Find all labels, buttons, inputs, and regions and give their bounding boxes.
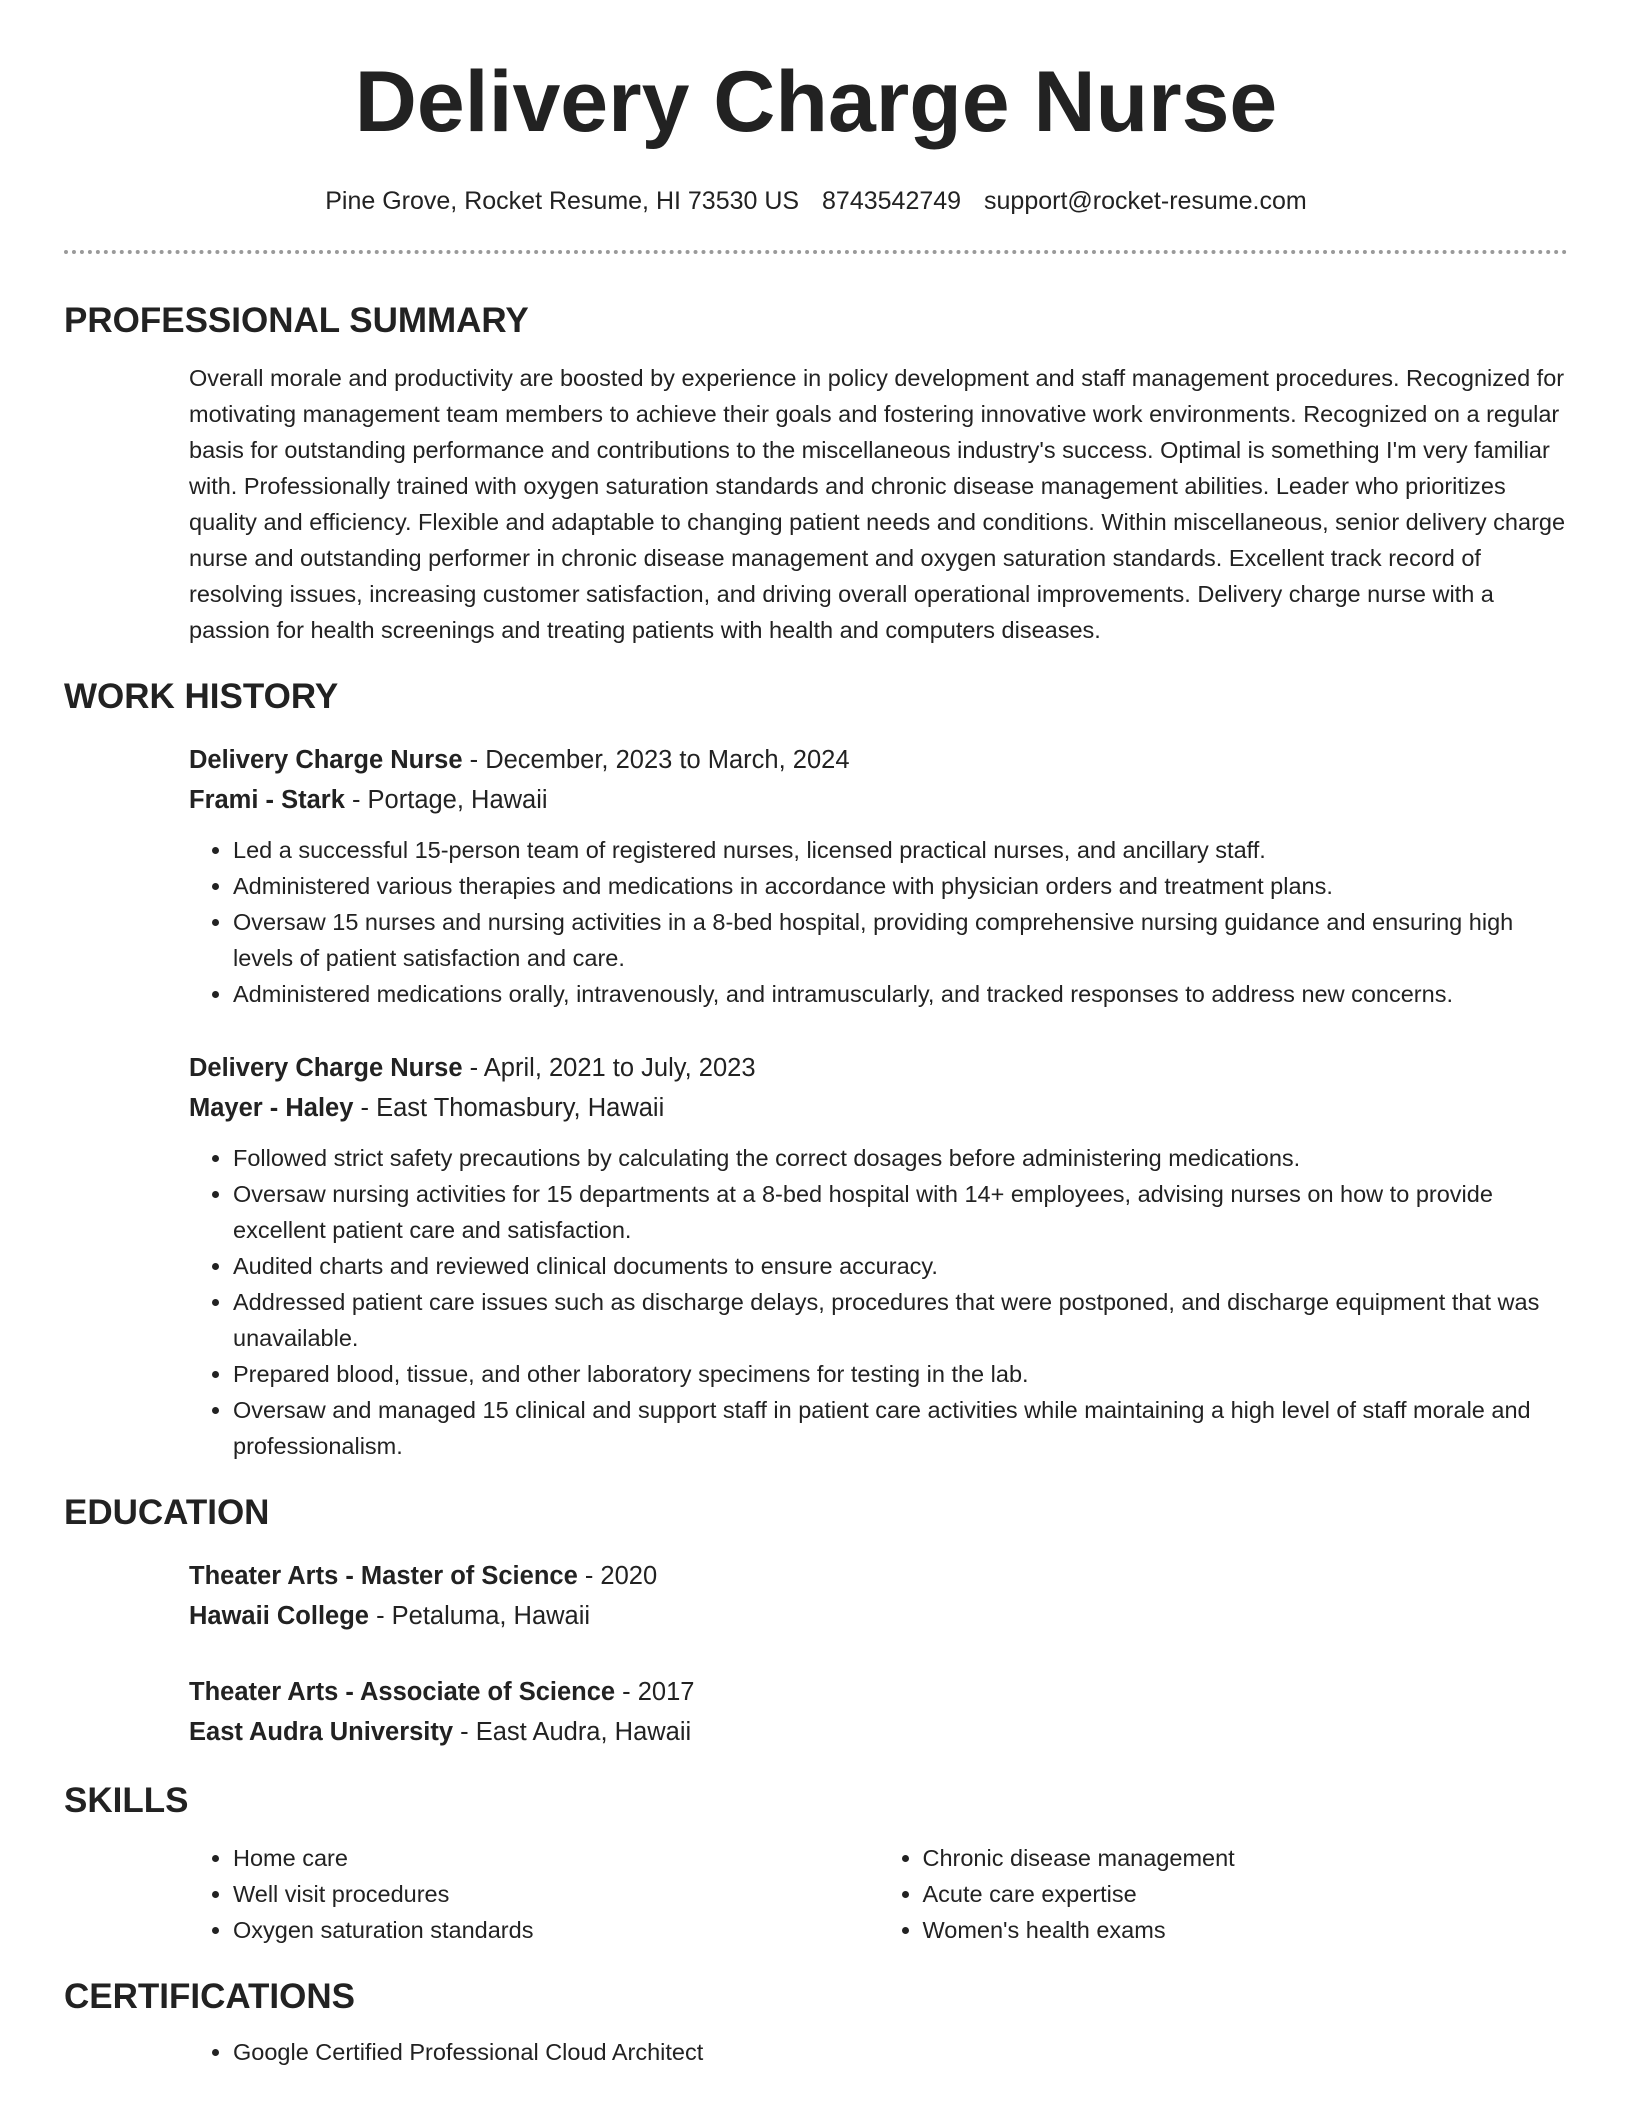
skills-grid	[189, 1840, 1568, 1948]
job-title-line	[189, 1048, 1568, 1088]
job-bullet: • Addressed patient care issues such as discharge delays, procedures that were postponed, and discharge equipment that was unavailable.	[233, 1284, 1568, 1356]
degree-line	[189, 1556, 1568, 1596]
job-bullet: • Administered various therapies and medications in accordance with physician orders and treatment plans.	[233, 868, 1568, 904]
summary-heading: PROFESSIONAL SUMMARY	[64, 301, 529, 340]
contact-email: support@rocket-resume.com	[984, 187, 1307, 215]
job-bullet: • Prepared blood, tissue, and other laboratory specimens for testing in the lab.	[233, 1356, 1568, 1392]
work-history-list	[189, 740, 1568, 1464]
education-entry	[189, 1672, 1568, 1752]
degree-year: - 2020	[577, 1562, 658, 1590]
education-heading: EDUCATION	[64, 1493, 270, 1532]
certifications-section	[64, 1972, 1568, 2070]
contact-phone: 8743542749	[822, 187, 962, 215]
job-bullet: • Administered medications orally, intravenously, and intramuscularly, and tracked responses to address new concerns.	[233, 976, 1568, 1012]
degree-name: Theater Arts - Associate of Science	[189, 1678, 616, 1706]
skills-column-left	[189, 1840, 879, 1948]
job-bullets	[189, 832, 1568, 1012]
degree-year: - 2017	[615, 1678, 695, 1706]
job-dates: - April, 2021 to July, 2023	[462, 1054, 756, 1082]
school-line	[189, 1596, 1568, 1636]
certifications-heading: CERTIFICATIONS	[64, 1977, 356, 2016]
job-bullet: • Oversaw nursing activities for 15 departments at a 8-bed hospital with 14+ employees, advising nurses on how to provide excellent patient care and satisfaction.	[233, 1176, 1568, 1248]
job-company: Frami - Stark	[189, 786, 345, 814]
degree-name: Theater Arts - Master of Science	[189, 1562, 578, 1590]
school-location: - East Audra, Hawaii	[453, 1718, 692, 1746]
job-bullet: • Audited charts and reviewed clinical documents to ensure accuracy.	[233, 1248, 1568, 1284]
job-role: Delivery Charge Nurse	[189, 1054, 463, 1082]
skill-item: • Women's health exams	[923, 1912, 1569, 1948]
school-line	[189, 1712, 1568, 1752]
certification-item: • Google Certified Professional Cloud Architect	[233, 2034, 1568, 2070]
contact-address: Pine Grove, Rocket Resume, HI 73530 US	[325, 187, 800, 215]
job-company-line	[189, 1088, 1568, 1128]
certifications-bullets	[189, 2034, 1568, 2070]
candidate-name: Delivery Charge Nurse	[354, 54, 1278, 150]
job-company-line	[189, 780, 1568, 820]
summary-section	[64, 296, 1568, 648]
skill-item: • Acute care expertise	[923, 1876, 1569, 1912]
job-bullets	[189, 1140, 1568, 1464]
skills-column-right	[879, 1840, 1569, 1948]
summary-text: Overall morale and productivity are boosted by experience in policy development and staff management procedures. Recognized for motivating management team members to achieve their goals and fostering innovative work environments. Recognized on a regular basis for outstanding performance and contributions to the miscellaneous industry's success. Optimal is something I'm very familiar with. Professionally trained with oxygen saturation standards and chronic disease management abilities. Leader who prioritizes quality and efficiency. Flexible and adaptable to changing patient needs and conditions. Within miscellaneous, senior delivery charge nurse and outstanding performer in chronic disease management and oxygen saturation standards. Excellent track record of resolving issues, increasing customer satisfaction, and driving overall operational improvements. Delivery charge nurse with a passion for health screenings and treating patients with health and computers diseases.	[189, 365, 1566, 643]
school-location: - Petaluma, Hawaii	[368, 1602, 591, 1630]
contact-line	[0, 186, 1632, 216]
job-entry	[189, 740, 1568, 1012]
job-bullet: • Led a successful 15-person team of registered nurses, licensed practical nurses, and ancillary staff.	[233, 832, 1568, 868]
resume-content	[64, 296, 1568, 2094]
job-location: - East Thomasbury, Hawaii	[353, 1094, 665, 1122]
degree-line	[189, 1672, 1568, 1712]
header-divider	[64, 250, 1568, 254]
skill-item: • Well visit procedures	[233, 1876, 879, 1912]
job-company: Mayer - Haley	[189, 1094, 354, 1122]
education-section	[64, 1488, 1568, 1752]
skills-section	[64, 1776, 1568, 1948]
school-name: East Audra University	[189, 1718, 454, 1746]
skills-heading: SKILLS	[64, 1781, 189, 1820]
work-history-section	[64, 672, 1568, 1464]
job-role: Delivery Charge Nurse	[189, 746, 463, 774]
work-history-heading: WORK HISTORY	[64, 677, 339, 716]
job-entry	[189, 1048, 1568, 1464]
education-list	[189, 1556, 1568, 1752]
certifications-list	[189, 2034, 1568, 2070]
job-title-line	[189, 740, 1568, 780]
job-bullet: • Oversaw 15 nurses and nursing activities in a 8-bed hospital, providing comprehensive nursing guidance and ensuring high levels of patient satisfaction and care.	[233, 904, 1568, 976]
skill-item: • Home care	[233, 1840, 879, 1876]
job-bullet: • Oversaw and managed 15 clinical and support staff in patient care activities while maintaining a high level of staff morale and professionalism.	[233, 1392, 1568, 1464]
job-dates: - December, 2023 to March, 2024	[462, 746, 850, 774]
school-name: Hawaii College	[189, 1602, 369, 1630]
job-location: - Portage, Hawaii	[344, 786, 548, 814]
resume-header	[0, 0, 1632, 216]
education-entry	[189, 1556, 1568, 1636]
job-bullet: • Followed strict safety precautions by calculating the correct dosages before administering medications.	[233, 1140, 1568, 1176]
skill-item: • Chronic disease management	[923, 1840, 1569, 1876]
skill-item: • Oxygen saturation standards	[233, 1912, 879, 1948]
